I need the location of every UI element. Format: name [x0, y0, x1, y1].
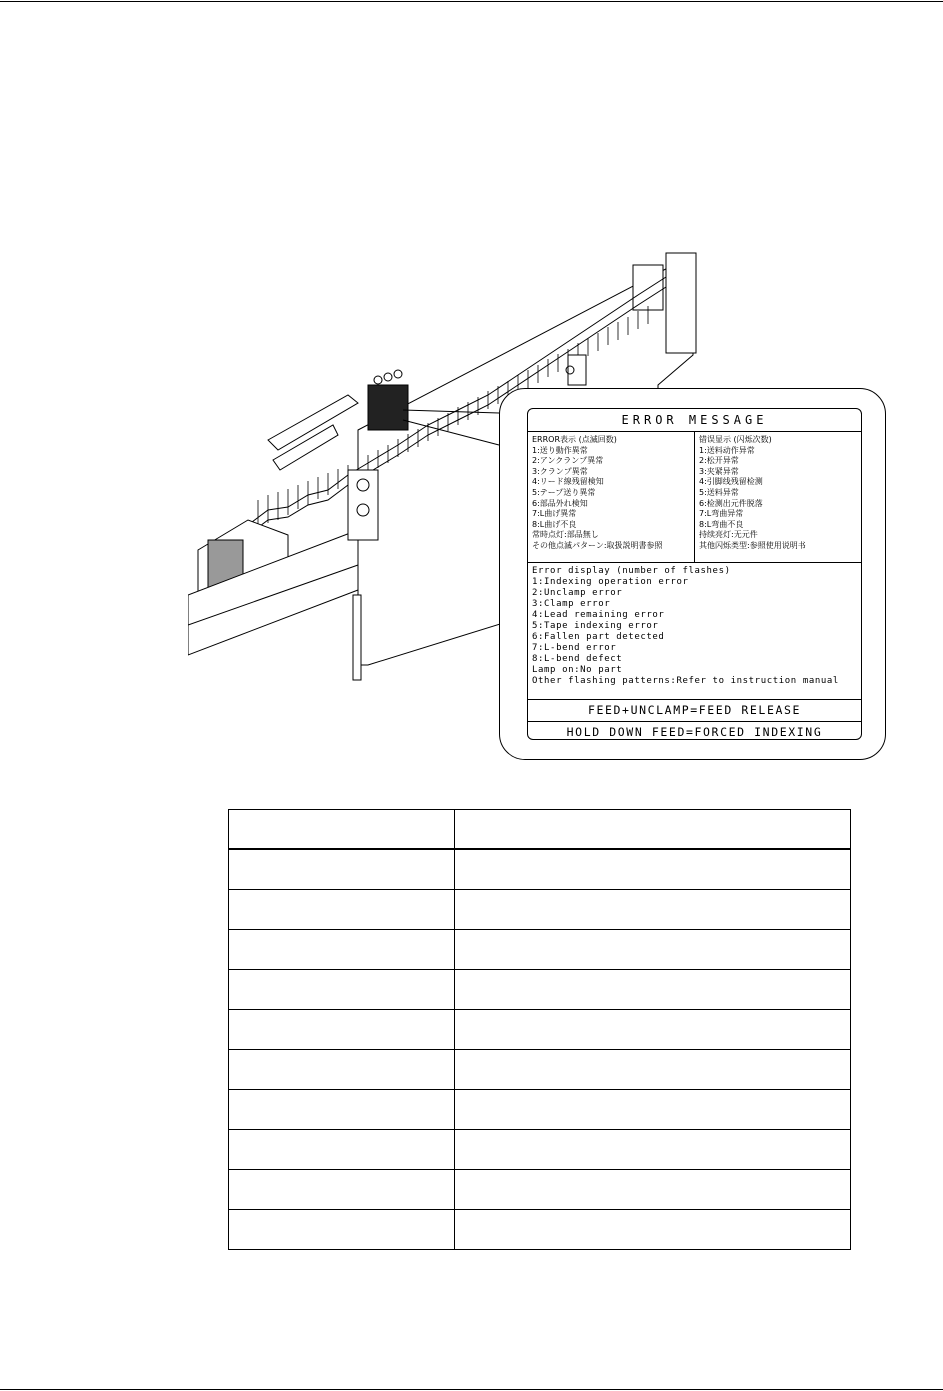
japanese-line: 1:送り動作異常	[532, 445, 588, 455]
table-cell	[455, 970, 850, 1009]
table-row	[229, 849, 850, 889]
english-line: Lamp on:No part	[532, 665, 623, 675]
forced-indexing-note: HOLD DOWN FEED=FORCED INDEXING	[528, 721, 861, 743]
table-cell	[229, 850, 455, 889]
table-row	[229, 1209, 850, 1249]
table-header-cell	[455, 810, 850, 848]
chinese-line: 3:夹紧异常	[699, 466, 739, 476]
feed-release-note: FEED+UNCLAMP=FEED RELEASE	[587, 703, 802, 717]
table-cell	[229, 970, 455, 1009]
table-cell	[455, 1210, 850, 1249]
table-cell	[455, 930, 850, 969]
english-line: 1:Indexing operation error	[532, 577, 689, 587]
chinese-line: 持续亮灯:无元件	[699, 530, 758, 540]
chinese-line: 6:检测出元件脱落	[699, 498, 763, 508]
table-row	[229, 969, 850, 1009]
japanese-line: 7:L曲げ異常	[532, 509, 577, 519]
table-row	[229, 1009, 850, 1049]
english-header: Error display (number of flashes)	[532, 566, 731, 576]
label-title: ERROR MESSAGE	[528, 409, 861, 432]
table-cell	[455, 890, 850, 929]
error-table	[228, 809, 851, 1250]
chinese-line: 其他闪烁类型:参照使用说明书	[699, 540, 806, 550]
table-row	[229, 1089, 850, 1129]
chinese-error-list	[694, 432, 861, 562]
chinese-line: 4:引脚线残留检测	[699, 477, 763, 487]
chinese-line: 2:松开异常	[699, 456, 739, 466]
japanese-line: その他点滅パターン:取扱説明書参照	[532, 540, 663, 550]
feeder-figure	[188, 245, 898, 765]
japanese-header: ERROR表示 (点滅回数)	[532, 435, 617, 444]
english-line: Other flashing patterns:Refer to instruction manual	[532, 676, 839, 686]
table-header-row	[229, 810, 850, 849]
chinese-line: 7:L弯曲异常	[699, 509, 744, 519]
table-cell	[229, 1010, 455, 1049]
top-rule	[0, 1, 943, 2]
table-cell	[229, 1050, 455, 1089]
japanese-error-list	[528, 432, 694, 562]
table-cell	[455, 1170, 850, 1209]
chinese-header: 错误显示 (闪烁次数)	[699, 435, 772, 444]
table-row	[229, 889, 850, 929]
table-cell	[455, 1090, 850, 1129]
bottom-rule	[0, 1389, 943, 1390]
table-cell	[229, 930, 455, 969]
japanese-line: 6:部品外れ検知	[532, 498, 588, 508]
table-row	[229, 929, 850, 969]
error-message-callout	[499, 388, 886, 760]
table-cell	[229, 1130, 455, 1169]
english-error-list	[528, 563, 861, 700]
english-line: 4:Lead remaining error	[532, 610, 665, 620]
english-line: 8:L-bend defect	[532, 654, 623, 664]
table-cell	[229, 1090, 455, 1129]
label-language-columns	[528, 432, 861, 563]
english-line: 5:Tape indexing error	[532, 621, 659, 631]
table-cell	[455, 1010, 850, 1049]
chinese-line: 1:送料动作异常	[699, 445, 755, 455]
japanese-line: 3:クランプ異常	[532, 466, 588, 476]
english-line: 3:Clamp error	[532, 599, 611, 609]
table-cell	[455, 1050, 850, 1089]
japanese-line: 2:アンクランプ異常	[532, 456, 604, 466]
chinese-line: 8:L弯曲不良	[699, 519, 744, 529]
table-row	[229, 1129, 850, 1169]
japanese-line: 4:リード線残留検知	[532, 477, 604, 487]
table-cell	[455, 850, 850, 889]
english-line: 7:L-bend error	[532, 643, 617, 653]
english-line: 6:Fallen part detected	[532, 632, 665, 642]
english-line: 2:Unclamp error	[532, 588, 623, 598]
japanese-line: 5:テープ送り異常	[532, 487, 596, 497]
table-cell	[229, 1210, 455, 1249]
table-row	[229, 1169, 850, 1209]
japanese-line: 常時点灯:部品無し	[532, 530, 599, 540]
chinese-line: 5:送料异常	[699, 487, 739, 497]
table-header-cell	[229, 810, 455, 848]
table-cell	[455, 1130, 850, 1169]
table-cell	[229, 1170, 455, 1209]
table-row	[229, 1049, 850, 1089]
table-cell	[229, 890, 455, 929]
error-message-label	[527, 408, 862, 740]
japanese-line: 8:L曲げ不良	[532, 519, 577, 529]
